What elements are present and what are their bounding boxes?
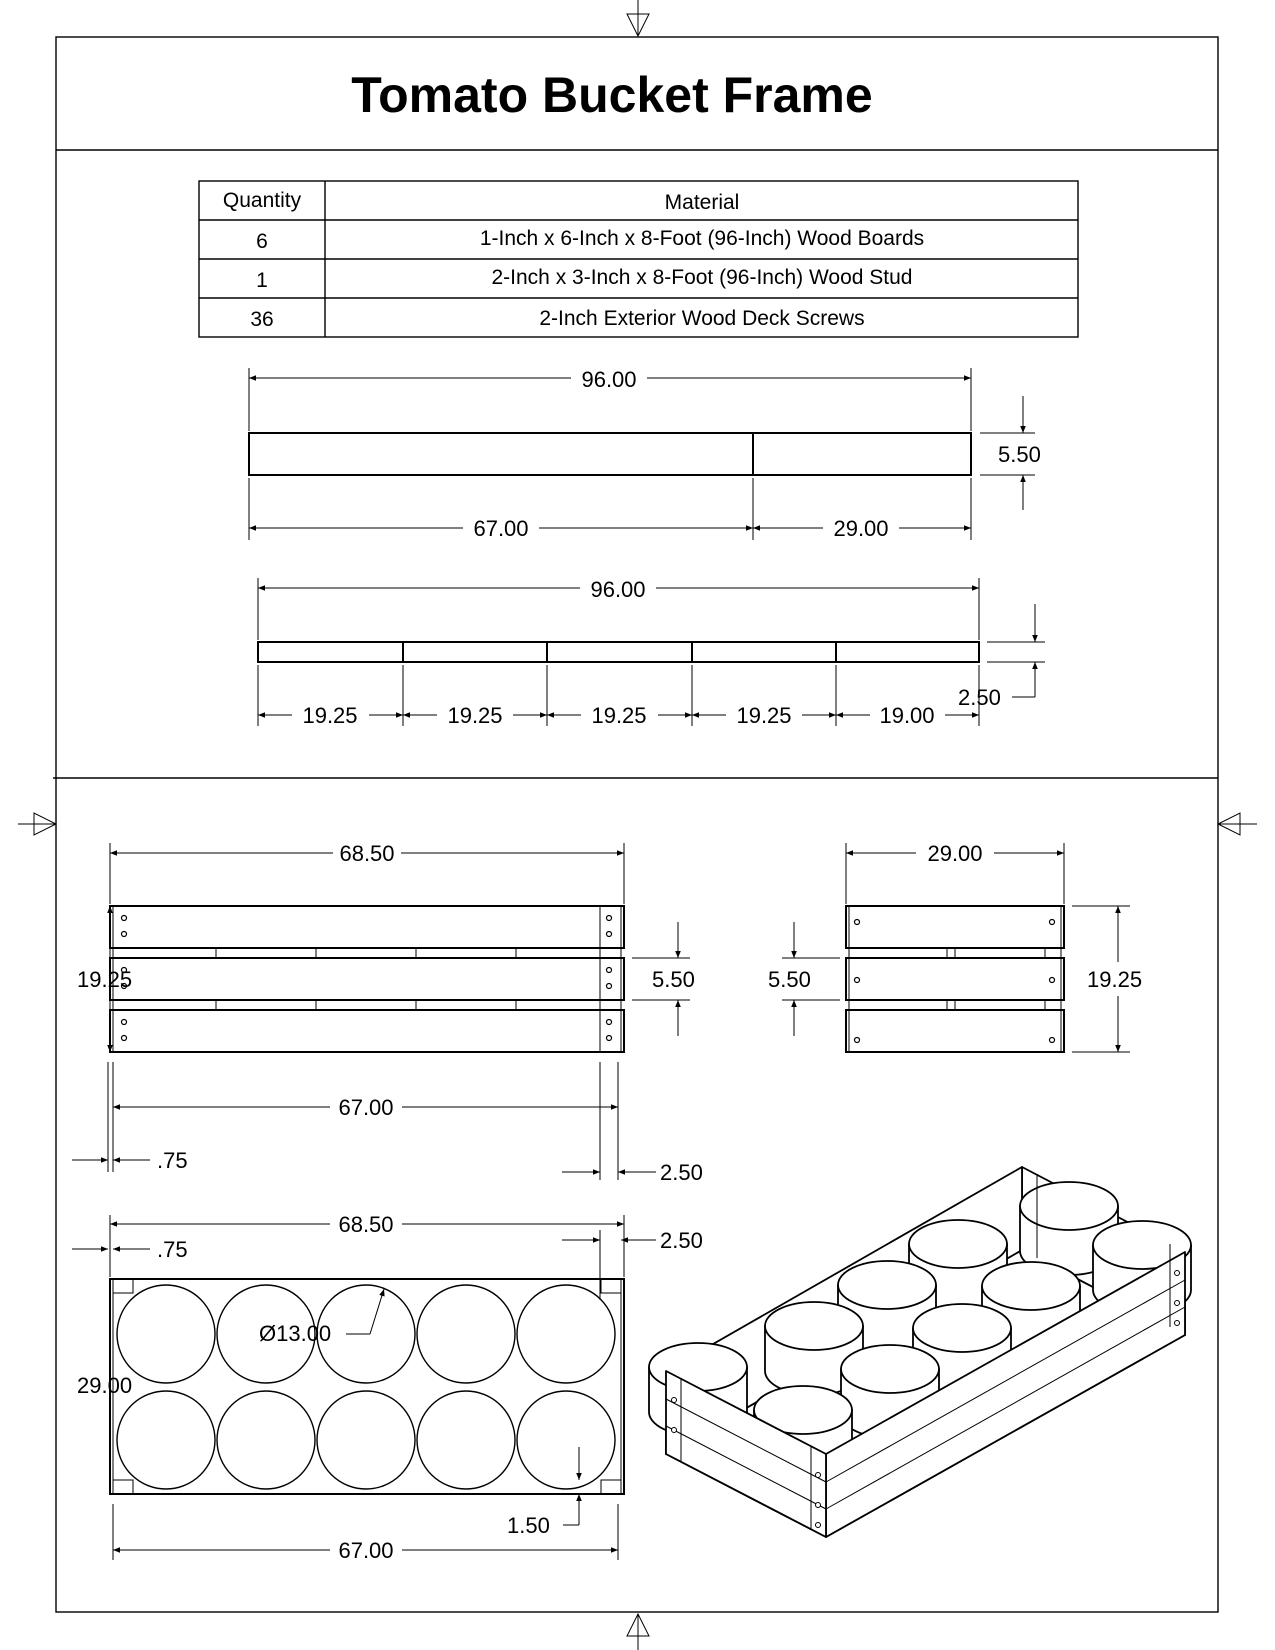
centering-mark-top [627,0,649,36]
front-height: 19.25 [77,967,133,992]
centering-mark-bottom [627,1614,649,1650]
isometric-view [649,1167,1191,1537]
row-2-material: 2-Inch x 3-Inch x 8-Foot (96-Inch) Wood Stud [491,266,913,289]
top-view [72,1212,703,1563]
row-1-quantity: 6 [256,230,268,253]
top-gap: 1.50 [507,1513,550,1538]
board-height: 5.50 [998,442,1041,467]
row-3-material: 2-Inch Exterior Wood Deck Screws [539,307,865,330]
top-depth: 29.00 [77,1373,133,1398]
material-header: Material [664,191,740,214]
row-2-quantity: 1 [256,269,268,292]
front-end-inset: .75 [157,1148,188,1173]
front-post-width: 2.50 [660,1160,703,1185]
row-1-material: 1-Inch x 6-Inch x 8-Foot (96-Inch) Wood Boards [479,227,925,250]
bucket-diameter: Ø13.00 [259,1321,332,1346]
quantity-header: Quantity [222,189,302,212]
top-post-width: 2.50 [660,1228,703,1253]
centering-mark-right [1218,813,1257,835]
front-view [72,841,703,1185]
front-board-height: 5.50 [652,967,695,992]
front-inner-length: 67.00 [338,1095,394,1120]
side-width: 29.00 [927,841,983,866]
stud-height: 2.50 [958,685,1001,710]
board-segment-2: 29.00 [833,516,889,541]
stud-segment-2: 19.25 [447,703,503,728]
side-board-height: 5.50 [768,967,811,992]
front-width: 68.50 [339,841,395,866]
page-title: Tomato Bucket Frame [351,67,873,123]
top-width: 68.50 [338,1212,394,1237]
centering-mark-left [18,813,56,835]
board-cut-diagram [249,367,1041,541]
row-3-quantity: 36 [250,308,274,331]
materials-table [199,181,1078,337]
board-total-length: 96.00 [581,367,637,392]
side-view [768,841,1142,1052]
board-segment-1: 67.00 [473,516,529,541]
stud-segment-4: 19.25 [736,703,792,728]
stud-total-length: 96.00 [590,577,646,602]
top-inner-length: 67.00 [338,1538,394,1563]
stud-segment-1: 19.25 [302,703,358,728]
stud-segment-5: 19.00 [879,703,935,728]
stud-segment-3: 19.25 [591,703,647,728]
stud-cut-diagram [258,577,1045,728]
top-end-inset: .75 [157,1237,188,1262]
side-height: 19.25 [1087,967,1143,992]
